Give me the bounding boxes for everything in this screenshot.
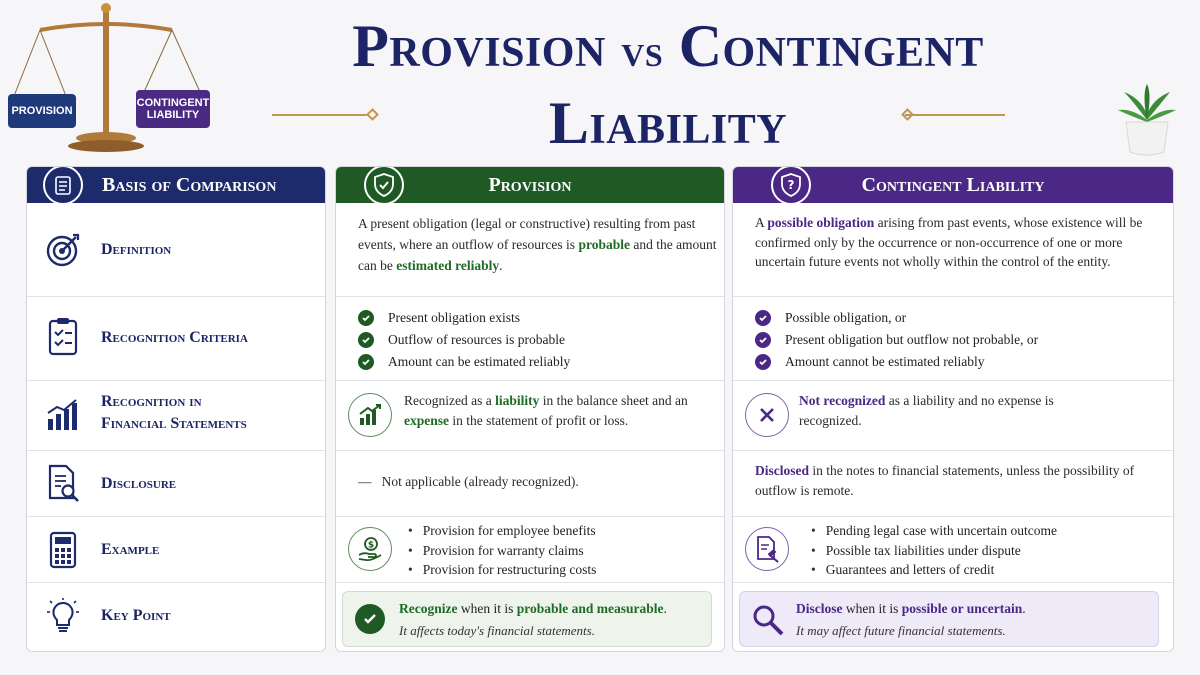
bar-chart-icon: [43, 395, 83, 435]
contingent-fs-text: [799, 391, 1119, 430]
header: [0, 0, 1200, 160]
list-item: [755, 351, 1038, 373]
provision-example-list: [408, 521, 596, 580]
text-run: arising from past events, whose existence will be confirmed only by the occurrence or non-occurrence of one or more uncertain future events not wholly within the control of the entity.: [755, 215, 1143, 269]
x-mark-icon: [745, 393, 789, 437]
emphasis-possible-obligation: possible obligation: [767, 215, 875, 230]
magnifier-icon: [750, 602, 786, 638]
contingent-recognition-fs: [733, 381, 1173, 451]
row-definition: [27, 203, 325, 297]
shield-question-icon: [771, 166, 811, 205]
provision-header-label: Provision: [488, 173, 572, 196]
money-hand-icon: [348, 527, 392, 571]
text-run: .: [663, 601, 667, 616]
label-recognition-criteria: Recognition Criteria: [101, 329, 248, 346]
contingent-key-box: [739, 591, 1159, 647]
text-run: Not applicable (already recognized).: [381, 474, 579, 489]
title-vs: vs: [621, 25, 664, 76]
list-item: [358, 351, 570, 373]
text-run: A present obligation (legal or constructive) resulting from past events, where an outflow of resources is: [358, 216, 696, 252]
provision-example: [336, 517, 724, 583]
title-provision: Provision: [352, 13, 606, 79]
emphasis-estimated-reliably: estimated reliably: [396, 258, 500, 273]
dash: —: [358, 474, 372, 489]
provision-key-box: [342, 591, 712, 647]
provision-column: [335, 166, 725, 652]
text-run: when it is: [457, 601, 517, 616]
list-item: [755, 307, 1038, 329]
text-run: and the amount can be: [358, 237, 717, 273]
emphasis-not-recognized: Not recognized: [799, 393, 886, 408]
row-recognition-fs: [27, 381, 325, 451]
criteria-text: Present obligation but outflow not probable, or: [785, 332, 1039, 347]
list-item: • Guarantees and letters of credit: [811, 560, 1057, 580]
legal-document-icon: [745, 527, 789, 571]
check-icon: [358, 354, 374, 370]
contingent-definition-text: [755, 213, 1165, 272]
emphasis-disclosed: Disclosed: [755, 463, 809, 478]
document-search-icon: [43, 463, 83, 503]
text-run: when it is: [842, 601, 902, 616]
check-circle-icon: [355, 604, 385, 634]
provision-fs-text: [404, 391, 694, 430]
list-item: [755, 329, 1038, 351]
provision-key-line1: [399, 601, 667, 617]
contingent-header: [733, 167, 1173, 203]
check-icon: [358, 310, 374, 326]
svg-text:$: $: [367, 540, 375, 551]
label-recognition-fs-line2: Financial Statements: [101, 415, 247, 432]
label-definition: Definition: [101, 241, 172, 258]
contingent-criteria-list: [755, 307, 1038, 373]
emphasis-possible-uncertain: possible or uncertain: [901, 601, 1023, 616]
checklist-icon: [43, 317, 83, 357]
check-icon: [755, 332, 771, 348]
emphasis-expense: expense: [404, 412, 449, 428]
text-run: .: [1022, 601, 1026, 616]
provision-criteria-list: [358, 307, 570, 373]
contingent-column: [732, 166, 1174, 652]
emphasis-probable-measurable: probable and measurable: [516, 601, 664, 616]
contingent-definition: [733, 203, 1173, 297]
list-item: • Provision for employee benefits: [408, 521, 596, 541]
label-key-point: Key Point: [101, 607, 171, 624]
criteria-text: Outflow of resources is probable: [388, 332, 565, 347]
provision-header: [336, 167, 724, 203]
row-example: [27, 517, 325, 583]
provision-recognition-criteria: [336, 297, 724, 381]
provision-recognition-fs: [336, 381, 724, 451]
contingent-header-label: Contingent Liability: [861, 173, 1045, 196]
text-run: .: [499, 258, 503, 273]
provision-key-line2: It affects today's financial statements.: [399, 623, 595, 638]
contingent-example-list: [811, 521, 1057, 580]
list-item: • Provision for restructuring costs: [408, 560, 596, 580]
emphasis-recognize: Recognize: [399, 601, 458, 616]
provision-disclosure: [336, 451, 724, 517]
contingent-example: [733, 517, 1173, 583]
row-key-point: [27, 583, 325, 652]
text-run: as a liability and no expense is recognized.: [799, 393, 1054, 428]
list-item: • Provision for warranty claims: [408, 541, 596, 561]
provision-key-point: [336, 583, 724, 652]
balance-scale-illustration: [0, 0, 220, 160]
potted-plant-icon: [1112, 80, 1182, 160]
emphasis-liability: liability: [495, 393, 540, 408]
contingent-key-point: [733, 583, 1173, 652]
checklist-icon: [43, 166, 83, 205]
contingent-recognition-criteria: [733, 297, 1173, 381]
contingent-disclosure-text: [755, 461, 1155, 501]
check-icon: [755, 310, 771, 326]
emphasis-disclose: Disclose: [796, 601, 843, 616]
list-item: • Pending legal case with uncertain outcome: [811, 521, 1057, 541]
contingent-key-line1: [796, 601, 1026, 617]
row-disclosure: [27, 451, 325, 517]
criteria-text: Present obligation exists: [388, 310, 520, 325]
label-disclosure: Disclosure: [101, 475, 177, 492]
list-item: • Possible tax liabilities under dispute: [811, 541, 1057, 561]
svg-text:?: ?: [787, 178, 795, 192]
text-run: in the statement of profit or loss.: [449, 412, 629, 428]
criteria-text: Amount cannot be estimated reliably: [785, 354, 985, 369]
basis-header: [27, 167, 325, 203]
page-title: [228, 10, 1108, 159]
check-icon: [358, 332, 374, 348]
balance-scale-icon: [0, 0, 220, 160]
shield-check-icon: [364, 166, 404, 205]
title-contingent: Contingent Liability: [548, 13, 984, 156]
title-ornament-right: [905, 114, 1005, 116]
row-recognition-criteria: [27, 297, 325, 381]
calculator-icon: [43, 530, 83, 570]
label-recognition-fs-line1: Recognition in: [101, 393, 202, 410]
text-run: in the balance sheet and an: [539, 393, 688, 408]
plaque-line1: CONTINGENT: [136, 97, 210, 109]
criteria-text: Amount can be estimated reliably: [388, 354, 571, 369]
provision-plaque: PROVISION: [8, 94, 76, 128]
criteria-text: Possible obligation, or: [785, 310, 907, 325]
contingent-key-line2: It may affect future financial statements.: [796, 623, 1006, 638]
plaque-line2: LIABILITY: [146, 109, 200, 121]
list-item: [358, 329, 570, 351]
text-run: A: [755, 215, 768, 230]
list-item: [358, 307, 570, 329]
provision-definition: [336, 203, 724, 297]
label-recognition-fs: [101, 391, 247, 435]
emphasis-probable: probable: [578, 237, 630, 252]
target-icon: [43, 230, 83, 270]
title-ornament-left: [272, 114, 372, 116]
contingent-liability-plaque: [136, 90, 210, 128]
text-run: Recognized as a: [404, 393, 496, 408]
contingent-disclosure: [733, 451, 1173, 517]
basis-header-label: Basis of Comparison: [102, 173, 277, 196]
lightbulb-icon: [43, 597, 83, 637]
plant-illustration: [1112, 80, 1182, 160]
check-icon: [755, 354, 771, 370]
provision-definition-text: [358, 213, 718, 276]
basis-column: [26, 166, 326, 652]
text-run: in the notes to financial statements, unless the possibility of outflow is remote.: [755, 463, 1135, 498]
provision-disclosure-text: [358, 471, 579, 492]
chart-growth-icon: [348, 393, 392, 437]
label-example: Example: [101, 541, 160, 558]
